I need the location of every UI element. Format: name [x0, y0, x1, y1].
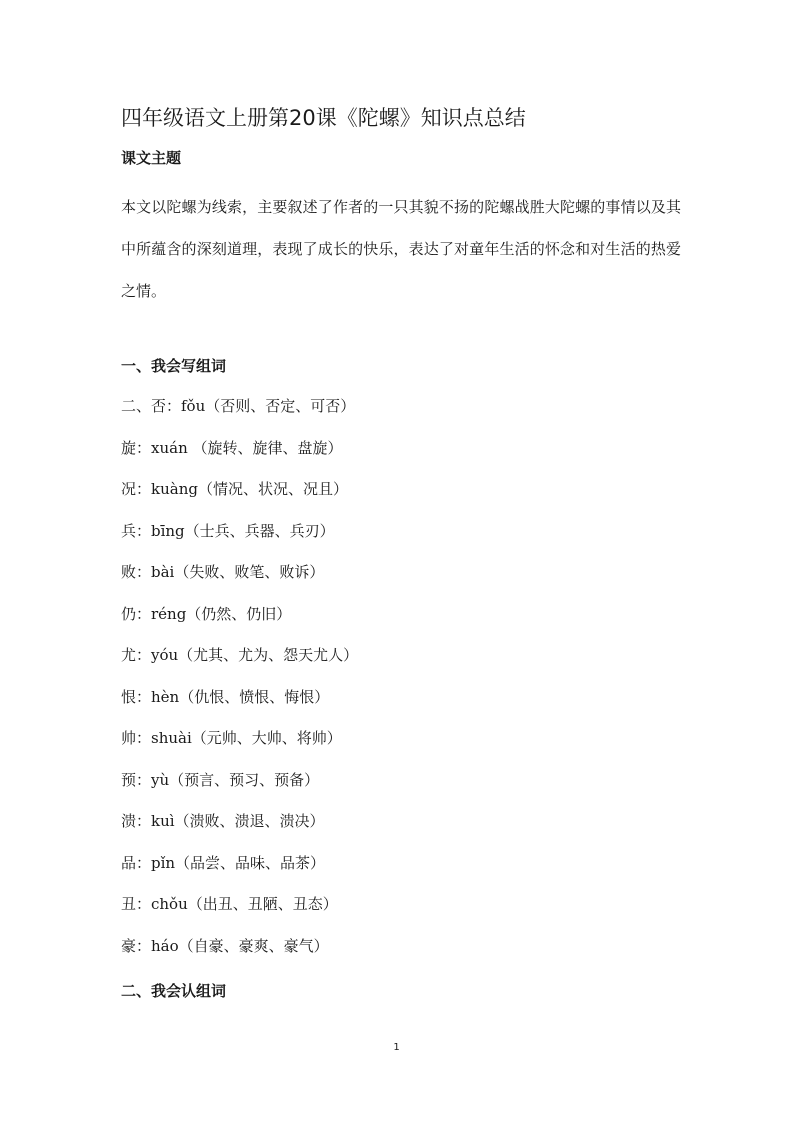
- vocab-item: 旋：xuán （旋转、旋律、盘旋）: [121, 438, 343, 457]
- section-heading-write: 一、我会写组词: [121, 357, 227, 375]
- vocab-item: 仍：réng（仍然、仍旧）: [121, 604, 292, 623]
- vocab-item: 溃：kuì（溃败、溃退、溃决）: [121, 812, 325, 830]
- vocab-item: 丑：chǒu（出丑、丑陋、丑态）: [121, 895, 338, 913]
- document-title: 四年级语文上册第20课《陀螺》知识点总结: [121, 106, 526, 130]
- vocab-list: [121, 395, 358, 976]
- vocab-item: 二、否：fǒu（否则、否定、可否）: [121, 397, 356, 415]
- vocab-item: 豪：háo（自豪、豪爽、豪气）: [121, 936, 329, 955]
- theme-paragraph: 本文以陀螺为线索，主要叙述了作者的一只其貌不扬的陀螺战胜大陀螺的事情以及其中所蕴含的深刻道理，表现了成长的快乐，表达了对童年生活的怀念和对生活的热爱之情。: [121, 198, 681, 300]
- vocab-item: 尤：yóu（尤其、尤为、怨天尤人）: [121, 646, 359, 664]
- vocab-item: 品：pǐn（品尝、品味、品茶）: [121, 853, 326, 872]
- page-number: 1: [393, 1042, 400, 1053]
- vocab-item: 恨：hèn（仇恨、愤恨、悔恨）: [121, 687, 330, 706]
- vocab-item: 况：kuàng（情况、状况、况且）: [121, 480, 348, 498]
- vocab-item: 兵：bīng（士兵、兵器、兵刃）: [121, 521, 335, 540]
- vocab-item: 败：bài（失败、败笔、败诉）: [121, 563, 325, 581]
- section-heading-recognize: 二、我会认组词: [121, 982, 227, 1000]
- vocab-item: 预：yù（预言、预习、预备）: [121, 770, 320, 789]
- theme-heading: 课文主题: [121, 149, 182, 167]
- vocab-item: 帅：shuài（元帅、大帅、将帅）: [121, 729, 342, 747]
